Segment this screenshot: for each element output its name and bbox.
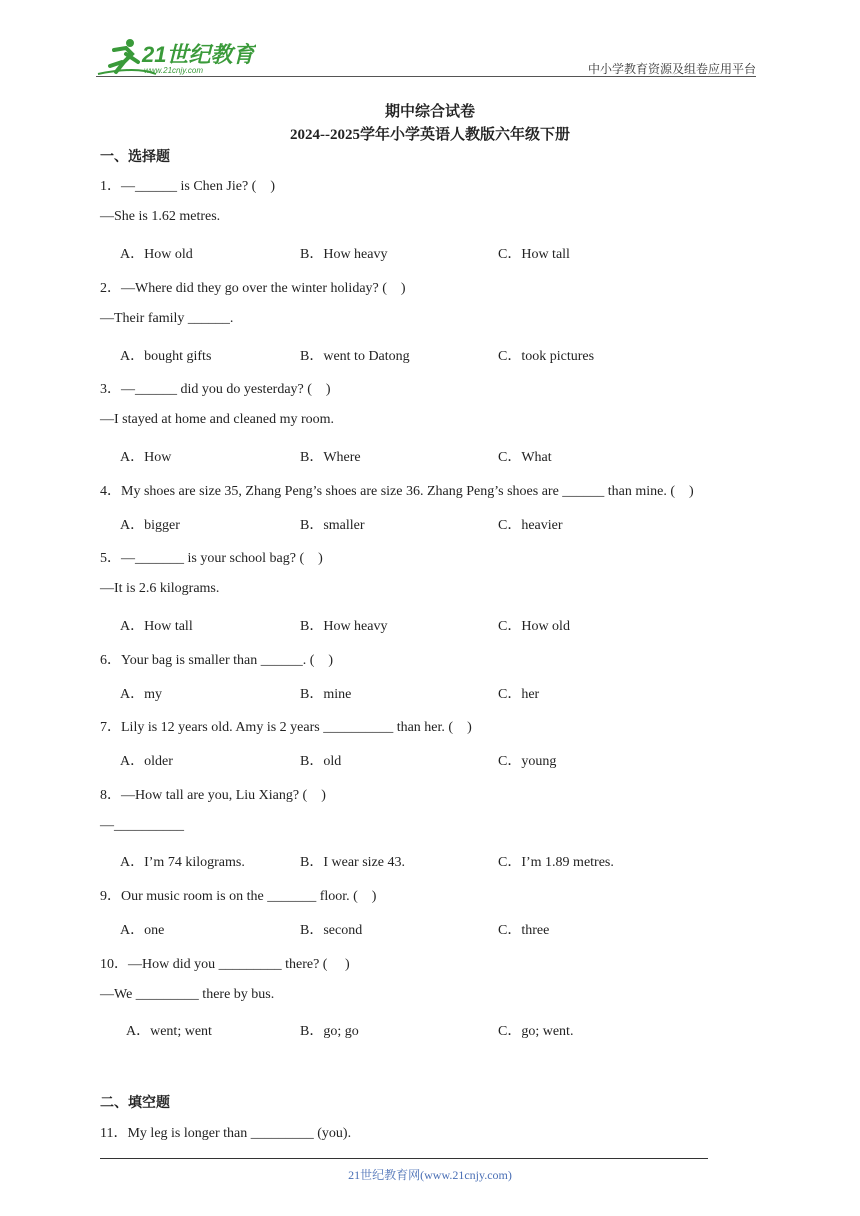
question-7: 7．Lily is 12 years old. Amy is 2 years __________ than her. ( ): [100, 720, 472, 735]
question-3-option-b: B．Where: [300, 450, 361, 465]
question-10-option-a: A．went; went: [126, 1024, 212, 1039]
section-heading: 二、填空题: [100, 1096, 170, 1111]
question-8-reply: —__________: [100, 818, 184, 833]
question-2: 2．—Where did they go over the winter holiday? ( ): [100, 281, 406, 296]
question-6-option-c: C．her: [498, 687, 540, 702]
question-10-reply: —We _________ there by bus.: [100, 987, 275, 1002]
question-6-option-a: A．my: [120, 687, 162, 702]
question-4-option-a: A．bigger: [120, 518, 180, 533]
exam-subtitle: 2024--2025学年小学英语人教版六年级下册: [290, 127, 570, 143]
question-2-option-c: C．took pictures: [498, 349, 595, 364]
question-10: 10．—How did you _________ there? ( ): [100, 957, 350, 972]
question-3: 3．—______ did you do yesterday? ( ): [100, 382, 331, 397]
section-heading: 一、选择题: [100, 150, 170, 165]
question-8-option-a: A．I’m 74 kilograms.: [120, 855, 245, 870]
question-6: 6．Your bag is smaller than ______. ( ): [100, 653, 334, 668]
question-1-option-c: C．How tall: [498, 247, 570, 262]
question-2-option-a: A．bought gifts: [120, 349, 212, 364]
question-4: 4．My shoes are size 35, Zhang Peng’s shoes are size 36. Zhang Peng’s shoes are ______ than mine. ( ): [100, 484, 694, 499]
page-header: [96, 36, 756, 78]
question-3-option-c: C．What: [498, 450, 552, 465]
question-5-reply: —It is 2.6 kilograms.: [100, 581, 220, 596]
question-1-reply: —She is 1.62 metres.: [100, 209, 221, 224]
question-10-option-b: B．go; go: [300, 1024, 359, 1039]
header-divider: [96, 76, 756, 77]
question-4-option-b: B．smaller: [300, 518, 365, 533]
question-7-option-c: C．young: [498, 754, 557, 769]
header-platform-text: 中小学教育资源及组卷应用平台: [587, 62, 756, 76]
site-logo: [96, 36, 256, 78]
question-9-option-c: C．three: [498, 923, 550, 938]
svg-text:www.21cnjy.com: www.21cnjy.com: [144, 66, 203, 75]
question-10-option-c: C．go; went.: [498, 1024, 574, 1039]
question-5-option-a: A．How tall: [120, 619, 193, 634]
question-9-option-b: B．second: [300, 923, 363, 938]
footer-divider: [100, 1158, 708, 1159]
question-7-option-b: B．old: [300, 754, 342, 769]
question-8: 8．—How tall are you, Liu Xiang? ( ): [100, 788, 326, 803]
question-4-option-c: C．heavier: [498, 518, 563, 533]
question-2-reply: —Their family ______.: [100, 311, 234, 326]
exam-title: 期中综合试卷: [384, 104, 475, 120]
question-3-reply: —I stayed at home and cleaned my room.: [100, 412, 335, 427]
question-8-option-b: B．I wear size 43.: [300, 855, 405, 870]
question-1: 1．—______ is Chen Jie? ( ): [100, 179, 275, 194]
question-11: 11．My leg is longer than _________ (you).: [100, 1126, 352, 1141]
question-7-option-a: A．older: [120, 754, 173, 769]
footer-text: 21世纪教育网(www.21cnjy.com): [348, 1168, 512, 1182]
question-8-option-c: C．I’m 1.89 metres.: [498, 855, 614, 870]
question-5-option-b: B．How heavy: [300, 619, 388, 634]
question-6-option-b: B．mine: [300, 687, 352, 702]
question-2-option-b: B．went to Datong: [300, 349, 410, 364]
question-5-option-c: C．How old: [498, 619, 570, 634]
svg-text:21世纪教育: 21世纪教育: [142, 42, 255, 67]
question-1-option-a: A．How old: [120, 247, 193, 262]
question-5: 5．—_______ is your school bag? ( ): [100, 551, 323, 566]
question-1-option-b: B．How heavy: [300, 247, 388, 262]
question-9-option-a: A．one: [120, 923, 165, 938]
question-3-option-a: A．How: [120, 450, 172, 465]
question-9: 9．Our music room is on the _______ floor. ( ): [100, 889, 377, 904]
